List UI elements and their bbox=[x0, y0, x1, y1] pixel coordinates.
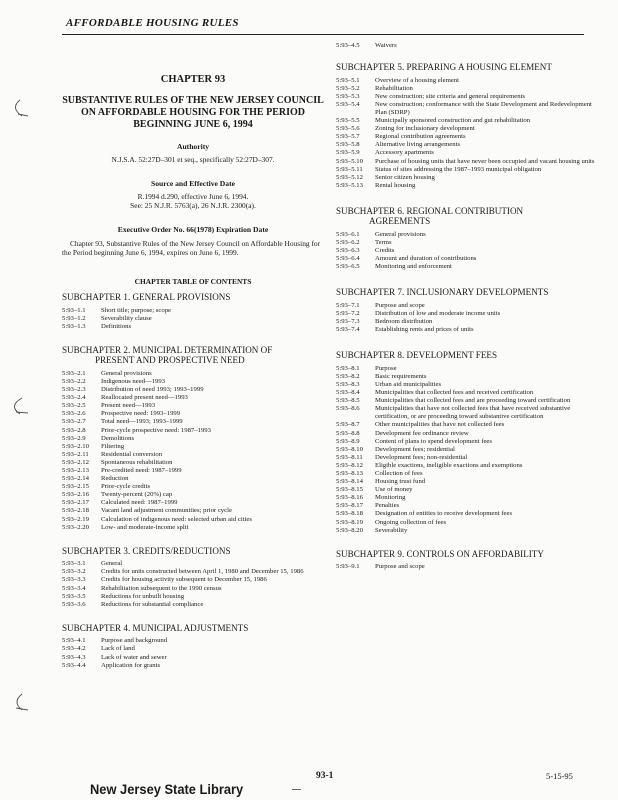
toc-entry bbox=[62, 507, 324, 515]
left-subchapters bbox=[62, 292, 324, 670]
section-number: 5:93–8.12 bbox=[336, 461, 363, 469]
toc-entry bbox=[336, 478, 598, 486]
subchapter-heading bbox=[62, 546, 324, 557]
section-number: 5:93–8.16 bbox=[336, 494, 363, 502]
section-number: 5:93–5.1 bbox=[336, 76, 360, 84]
section-title: Development fees; non-residential bbox=[375, 453, 468, 461]
right-column bbox=[336, 44, 598, 571]
subchapter-heading bbox=[62, 345, 324, 366]
margin-mark bbox=[0, 392, 30, 420]
source-heading: Source and Effective Date bbox=[150, 178, 235, 188]
section-number: 5:93–5.11 bbox=[336, 165, 363, 173]
section-number: 5:93–6.3 bbox=[336, 247, 360, 255]
section-title: Rehabilitation subsequent to the 1990 census bbox=[101, 584, 222, 592]
section-number: 5:93–4.1 bbox=[62, 637, 86, 645]
section-number: 5:93–5.12 bbox=[336, 173, 363, 181]
toc-entry bbox=[336, 486, 598, 494]
toc-entry bbox=[336, 510, 598, 518]
section-title: Amount and duration of contributions bbox=[375, 255, 477, 263]
section-number: 5:93–2.1 bbox=[62, 369, 86, 377]
section-number: 5:93–2.20 bbox=[62, 523, 89, 531]
toc-entry bbox=[336, 326, 598, 334]
section-number: 5:93–5.3 bbox=[336, 92, 360, 100]
section-number: 5:93–5.13 bbox=[336, 181, 363, 189]
section-number: 5:93–5.4 bbox=[336, 100, 360, 108]
toc-entry bbox=[62, 524, 324, 532]
section-title: Eligible exactions, ineligible exactions and exemptions bbox=[375, 461, 523, 469]
section-title: Status of sites addressing the 1987–1993 municipal obligation bbox=[375, 165, 542, 173]
section-title: Credits for housing activity subsequent to December 15, 1986 bbox=[101, 576, 267, 584]
section-title: Purchase of housing units that have never been occupied and vacant housing units bbox=[375, 157, 595, 165]
section-number: 5:93–6.4 bbox=[336, 255, 360, 263]
chapter-heading: CHAPTER 93 bbox=[160, 74, 226, 85]
section-number: 5:93–6.1 bbox=[336, 230, 360, 238]
section-number: 5:93–2.7 bbox=[62, 418, 86, 426]
section-title: Residential conversion bbox=[101, 450, 163, 458]
section-title: Vacant land adjustment communities; prior cycle bbox=[101, 507, 232, 515]
section-number: 5:93–8.17 bbox=[336, 502, 363, 510]
toc-entry bbox=[336, 133, 598, 141]
toc-entry bbox=[336, 117, 598, 125]
section-title: Alternative living arrangements bbox=[375, 141, 461, 149]
toc-entry bbox=[62, 516, 324, 524]
toc-entry bbox=[62, 418, 324, 426]
section-number: 5:93–2.10 bbox=[62, 442, 89, 450]
toc-entry bbox=[336, 446, 598, 454]
toc-entry bbox=[62, 435, 324, 443]
toc-entry bbox=[336, 318, 598, 326]
toc-entry bbox=[336, 421, 598, 429]
section-title: Present need—1993 bbox=[101, 402, 156, 410]
toc-entry bbox=[336, 494, 598, 502]
section-number: 5:93–2.9 bbox=[62, 434, 86, 442]
toc-entry bbox=[62, 601, 324, 609]
toc-entry bbox=[336, 454, 598, 462]
section-number: 5:93–7.4 bbox=[336, 326, 360, 334]
toc-entry bbox=[62, 491, 324, 499]
toc-entry bbox=[336, 93, 598, 101]
section-number: 5:93–2.13 bbox=[62, 467, 89, 474]
section-title: Other municipalities that have not collected fees bbox=[375, 421, 505, 429]
toc-entry bbox=[62, 443, 324, 451]
toc-entry bbox=[336, 462, 598, 470]
section-number: 5:93–8.20 bbox=[336, 526, 363, 534]
section-title: Pre-credited need: 1987–1999 bbox=[101, 467, 182, 474]
subchapter-heading-line: SUBCHAPTER 3. CREDITS/REDUCTIONS bbox=[62, 545, 231, 556]
section-title: Purpose and background bbox=[101, 637, 168, 645]
toc-entry bbox=[336, 174, 598, 182]
section-number: 5:93–8.10 bbox=[336, 445, 363, 453]
section-title: Reductions for substantial compliance bbox=[101, 600, 204, 608]
section-number: 5:93–2.3 bbox=[62, 386, 86, 394]
section-title: Content of plans to spend development fees bbox=[375, 437, 493, 445]
toc-entry bbox=[62, 662, 324, 670]
section-title: New construction; site criteria and general requirements bbox=[375, 92, 526, 100]
toc-entry bbox=[62, 585, 324, 593]
section-title: Basic requirements bbox=[375, 372, 427, 380]
subchapter-heading bbox=[336, 287, 598, 298]
section-title: Lack of water and sewer bbox=[101, 653, 167, 661]
section-title: Demolitions bbox=[101, 434, 135, 442]
section-title: Municipalities that collected fees and are proceeding toward certification bbox=[375, 397, 571, 405]
stray-mark bbox=[292, 789, 301, 790]
margin-mark bbox=[0, 690, 30, 718]
section-title: Prior-cycle credits bbox=[101, 483, 151, 491]
section-number: 5:93–1.1 bbox=[62, 306, 86, 314]
section-number: 5:93–9.1 bbox=[336, 563, 360, 571]
source-line-1: R.1994 d.290, effective June 6, 1994. bbox=[137, 191, 249, 201]
section-title: Urban aid municipalities bbox=[375, 380, 442, 388]
toc-entry bbox=[336, 519, 598, 527]
toc-entry bbox=[336, 302, 598, 310]
toc-entry bbox=[62, 370, 324, 378]
section-title: Reduction bbox=[101, 475, 129, 483]
section-title: Development fee ordinance review bbox=[375, 429, 469, 437]
section-title: Municipally sponsored construction and gut rehabilitation bbox=[375, 117, 531, 125]
section-number: 5:93–4.3 bbox=[62, 653, 86, 661]
toc-entry bbox=[336, 182, 598, 190]
section-title: Credits bbox=[375, 247, 395, 255]
section-number: 5:93–3.5 bbox=[62, 592, 86, 600]
section-number: 5:93–4.4 bbox=[62, 661, 86, 669]
toc-entry bbox=[62, 386, 324, 394]
section-title: Establishing rents and prices of units bbox=[375, 326, 474, 334]
toc-entry bbox=[336, 231, 598, 239]
toc-entry bbox=[62, 475, 324, 483]
section-number: 5:93–8.6 bbox=[336, 405, 360, 413]
subchapter-heading bbox=[336, 350, 598, 361]
section-title: Ongoing collection of fees bbox=[375, 518, 447, 526]
section-title: General provisions bbox=[375, 230, 426, 238]
subchapter-heading bbox=[336, 206, 598, 227]
section-title: Senior citizen housing bbox=[375, 173, 435, 181]
section-number: 5:93–3.1 bbox=[62, 560, 86, 568]
section-number: 5:93–8.4 bbox=[336, 389, 360, 397]
toc-entry bbox=[336, 310, 598, 318]
section-number: 5:93–8.7 bbox=[336, 421, 360, 429]
section-number: 5:93–5.8 bbox=[336, 141, 360, 149]
subchapter-heading-line: SUBCHAPTER 7. INCLUSIONARY DEVELOPMENTS bbox=[336, 287, 549, 298]
section-title: Municipalities that collected fees and received certification bbox=[375, 389, 534, 397]
section-number: 5:93–8.14 bbox=[336, 478, 363, 486]
section-title: Reductions for unbuilt housing bbox=[101, 592, 185, 600]
subchapter-heading-line: SUBCHAPTER 4. MUNICIPAL ADJUSTMENTS bbox=[62, 622, 249, 633]
section-title: Credits for units constructed between April 1, 1980 and December 15, 1986 bbox=[101, 568, 304, 576]
section-number: 5:93–8.13 bbox=[336, 469, 363, 477]
section-title: General bbox=[101, 560, 123, 568]
section-number: 5:93–5.6 bbox=[336, 125, 360, 133]
section-number: 5:93–3.2 bbox=[62, 568, 86, 576]
page-number: 93-1 bbox=[316, 771, 334, 781]
section-number: 5:93–2.18 bbox=[62, 507, 89, 515]
executive-order-text: Chapter 93, Substantive Rules of the New Jersey Council on Affordable Housing for the Period beginning June 6, 1994, expires on June 6, 1999. bbox=[62, 238, 321, 257]
section-number: 5:93–5.2 bbox=[336, 84, 360, 92]
section-number: 5:93–8.3 bbox=[336, 380, 360, 388]
toc-entry bbox=[62, 378, 324, 386]
section-number: 5:93–1.3 bbox=[62, 322, 86, 330]
section-title: Calculation of indigenous need: selected urban aid cities bbox=[101, 515, 252, 523]
section-title: Waivers bbox=[375, 42, 397, 49]
section-title: Distribution of need 1993; 1993–1999 bbox=[101, 386, 204, 394]
toc-entry bbox=[336, 166, 598, 174]
section-title: Development fees; residential bbox=[375, 445, 455, 453]
section-title: Terms bbox=[375, 239, 392, 246]
section-title: Distribution of low and moderate income units bbox=[375, 309, 501, 317]
toc-entry bbox=[336, 381, 598, 389]
section-title: Short title; purpose; scope bbox=[101, 306, 172, 314]
section-number: 5:93–2.5 bbox=[62, 402, 86, 410]
section-number: 5:93–2.19 bbox=[62, 515, 89, 523]
toc-entry bbox=[62, 307, 324, 315]
toc-entry bbox=[62, 410, 324, 418]
section-title: Zoning for inclusionary development bbox=[375, 125, 475, 133]
toc-entry bbox=[62, 427, 324, 435]
section-title: Collection of fees bbox=[375, 469, 423, 477]
toc-entry bbox=[336, 373, 598, 381]
subchapter-heading-line: SUBCHAPTER 5. PREPARING A HOUSING ELEMENT bbox=[336, 62, 552, 73]
section-number: 5:93–8.1 bbox=[336, 364, 360, 372]
source-line-2: See: 25 N.J.R. 5763(a), 26 N.J.R. 2300(a). bbox=[130, 201, 256, 210]
section-number: 5:93–8.19 bbox=[336, 518, 363, 526]
section-number: 5:93–3.3 bbox=[62, 576, 86, 584]
section-title: Definitions bbox=[101, 322, 132, 330]
toc-entry bbox=[336, 255, 598, 263]
executive-order-heading: Executive Order No. 66(1978) Expiration Date bbox=[117, 224, 269, 234]
toc-entry bbox=[336, 125, 598, 133]
toc-entry bbox=[336, 430, 598, 438]
section-number: 5:93–8.15 bbox=[336, 486, 363, 494]
section-title: Reallocated present need—1993 bbox=[101, 394, 188, 402]
subchapter-heading-line: SUBCHAPTER 6. REGIONAL CONTRIBUTION bbox=[336, 205, 524, 216]
section-title: Rental housing bbox=[375, 181, 416, 189]
toc-entry bbox=[62, 459, 324, 467]
subchapter-heading-line: SUBCHAPTER 2. MUNICIPAL DETERMINATION OF bbox=[62, 344, 273, 355]
section-title: Rehabilitation bbox=[375, 84, 413, 92]
section-number: 5:93–5.7 bbox=[336, 133, 360, 141]
section-title: Housing trust fund bbox=[375, 478, 426, 486]
section-title: Monitoring and enforcement bbox=[375, 263, 452, 271]
section-title: Total need—1993; 1993–1999 bbox=[101, 418, 183, 426]
toc-entry bbox=[336, 77, 598, 85]
section-title: Penalties bbox=[375, 502, 400, 510]
section-number: 5:93–2.16 bbox=[62, 491, 89, 499]
section-number: 5:93–2.4 bbox=[62, 394, 86, 402]
toc-entry bbox=[62, 467, 324, 475]
section-title: Application for grants bbox=[101, 661, 161, 669]
section-title: Use of money bbox=[375, 486, 413, 494]
toc-entry bbox=[62, 323, 324, 331]
toc-entry bbox=[336, 365, 598, 373]
authority-text: N.J.S.A. 52:27D–301 et seq., specifically 52:27D–307. bbox=[111, 155, 275, 164]
toc-entry bbox=[336, 239, 598, 247]
header-rule bbox=[62, 34, 584, 35]
toc-entry bbox=[62, 593, 324, 601]
toc-entry bbox=[62, 654, 324, 662]
library-stamp: New Jersey State Library bbox=[90, 781, 244, 797]
section-title: Purpose and scope bbox=[375, 301, 425, 309]
section-number: 5:93–2.14 bbox=[62, 475, 89, 483]
toc-entry bbox=[336, 42, 598, 50]
toc-entry bbox=[336, 85, 598, 93]
section-number: 5:93–2.8 bbox=[62, 426, 86, 434]
toc-entry bbox=[336, 247, 598, 255]
toc-entry bbox=[62, 499, 324, 507]
section-number: 5:93–8.5 bbox=[336, 397, 360, 405]
section-number: 5:93–2.2 bbox=[62, 377, 86, 385]
toc-entry bbox=[336, 438, 598, 446]
toc-entry bbox=[336, 502, 598, 510]
section-number: 5:93–1.2 bbox=[62, 314, 86, 322]
section-number: 5:93–3.4 bbox=[62, 584, 86, 592]
section-number: 5:93–7.2 bbox=[336, 309, 360, 317]
toc-entry bbox=[62, 402, 324, 410]
revision-date: 5-15-95 bbox=[546, 771, 573, 781]
toc-entry bbox=[62, 560, 324, 568]
toc-entry bbox=[336, 527, 598, 535]
subchapter-heading bbox=[62, 292, 324, 303]
section-number: 5:93–3.6 bbox=[62, 600, 86, 608]
running-head: AFFORDABLE HOUSING RULES bbox=[66, 17, 239, 29]
section-number: 5:93–2.11 bbox=[62, 450, 89, 458]
section-title: Purpose bbox=[375, 364, 397, 372]
toc-entry bbox=[336, 563, 598, 571]
subchapter-heading bbox=[336, 549, 598, 560]
section-title: Twenty-percent (20%) cap bbox=[101, 491, 173, 499]
section-title: Severability bbox=[375, 526, 408, 534]
section-title: Spontaneous rehabilitation bbox=[101, 458, 173, 466]
section-number: 5:93–4.2 bbox=[62, 645, 86, 653]
toc-entry bbox=[336, 158, 598, 166]
section-number: 5:93–8.2 bbox=[336, 372, 360, 380]
section-title: Lack of land bbox=[101, 645, 135, 653]
section-number: 5:93–2.12 bbox=[62, 458, 89, 466]
section-number: 5:93–2.6 bbox=[62, 410, 86, 418]
toc-entry bbox=[336, 101, 598, 117]
toc-heading: CHAPTER TABLE OF CONTENTS bbox=[134, 277, 252, 287]
toc-entry bbox=[336, 141, 598, 149]
section-number: 5:93–6.2 bbox=[336, 239, 360, 246]
section-number: 5:93–2.15 bbox=[62, 483, 89, 491]
margin-mark bbox=[0, 94, 30, 122]
toc-entry bbox=[62, 315, 324, 323]
toc-entry bbox=[62, 451, 324, 459]
toc-entry bbox=[336, 149, 598, 157]
toc-entry bbox=[336, 397, 598, 405]
section-number: 5:93–8.18 bbox=[336, 510, 363, 518]
section-number: 5:93–8.9 bbox=[336, 437, 360, 445]
section-title: Bedroom distribution bbox=[375, 318, 433, 326]
section-title: Monitoring bbox=[375, 494, 406, 502]
toc-entry bbox=[62, 394, 324, 402]
section-number: 5:93–7.3 bbox=[336, 318, 360, 326]
section-title: General provisions bbox=[101, 369, 152, 377]
subchapter-heading bbox=[62, 623, 324, 634]
toc-entry bbox=[336, 263, 598, 271]
section-number: 5:93–2.17 bbox=[62, 499, 89, 507]
section-title: Purpose and scope bbox=[375, 563, 425, 571]
section-title: Overview of a housing element bbox=[375, 76, 459, 84]
toc-entry bbox=[62, 483, 324, 491]
subchapter-heading-line: SUBCHAPTER 9. CONTROLS ON AFFORDABILITY bbox=[336, 548, 544, 559]
section-number: 5:93–8.11 bbox=[336, 453, 363, 461]
authority-heading: Authority bbox=[176, 142, 210, 151]
section-title: New construction; conformance with the State Development and Redevelopment Plan (SDRP) bbox=[375, 100, 592, 116]
section-number: 5:93–4.5 bbox=[336, 42, 360, 49]
section-title: Severability clause bbox=[101, 314, 152, 322]
section-number: 5:93–7.1 bbox=[336, 301, 360, 309]
subchapter-heading-line: SUBCHAPTER 8. DEVELOPMENT FEES bbox=[336, 350, 498, 361]
section-title: Prospective need: 1993–1999 bbox=[101, 410, 181, 418]
section-title: Prior-cycle prospective need: 1987–1993 bbox=[101, 426, 211, 434]
subchapter-heading-line: SUBCHAPTER 1. GENERAL PROVISIONS bbox=[62, 292, 231, 303]
section-title: Filtering bbox=[101, 442, 125, 450]
toc-entry bbox=[62, 576, 324, 584]
toc-entry bbox=[62, 637, 324, 645]
section-title: Accessory apartments bbox=[375, 149, 434, 157]
section-number: 5:93–6.5 bbox=[336, 263, 360, 271]
toc-entry bbox=[336, 405, 598, 421]
toc-entry bbox=[336, 389, 598, 397]
toc-entry bbox=[62, 568, 324, 576]
toc-entry bbox=[62, 645, 324, 653]
section-number: 5:93–5.10 bbox=[336, 157, 363, 165]
left-column bbox=[62, 44, 324, 670]
section-title: Regional contribution agreements bbox=[375, 133, 466, 141]
subchapter-heading-line: AGREEMENTS bbox=[369, 216, 431, 227]
section-title: Indigenous need—1993 bbox=[101, 377, 166, 385]
toc-entry bbox=[336, 470, 598, 478]
subchapter-heading-line: PRESENT AND PROSPECTIVE NEED bbox=[95, 355, 245, 366]
section-title: Low- and moderate-income split bbox=[101, 523, 189, 531]
section-number: 5:93–8.8 bbox=[336, 429, 360, 437]
subchapter-heading bbox=[336, 62, 598, 73]
section-number: 5:93–5.5 bbox=[336, 117, 360, 125]
section-number: 5:93–5.9 bbox=[336, 149, 360, 157]
section-title: Calculated need: 1987–1999 bbox=[101, 499, 178, 507]
section-title: Municipalities that have not collected fees that have received substantive certification, or are proceeding toward substantive certification bbox=[375, 405, 571, 421]
chapter-title: SUBSTANTIVE RULES OF THE NEW JERSEY COUNCIL ON AFFORDABLE HOUSING FOR THE PERIOD BEGINNING JUNE 6, 1994 bbox=[62, 95, 324, 130]
right-subchapters bbox=[336, 62, 598, 571]
section-title: Designation of entities to receive development fees bbox=[375, 510, 513, 518]
